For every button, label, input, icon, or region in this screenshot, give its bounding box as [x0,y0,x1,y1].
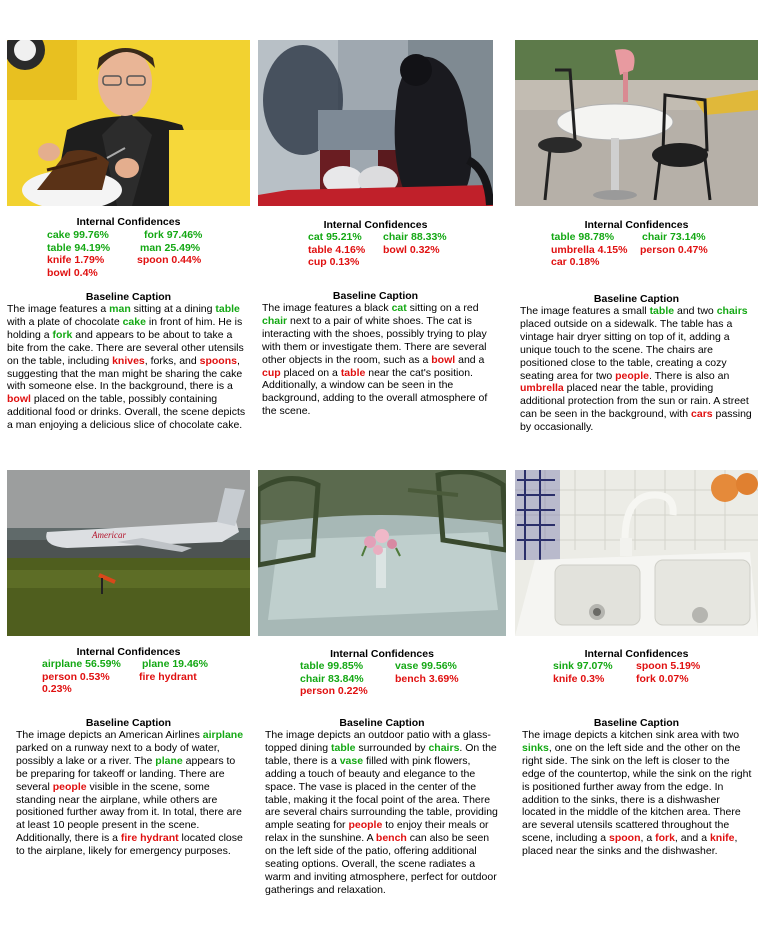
confidence-item: spoon 0.44% [137,254,202,266]
confidence-item: chair 88.33% [383,231,447,243]
caption-title: Baseline Caption [593,293,680,305]
confidence-item: fork 97.46% [144,229,203,241]
detected-object: table [215,303,240,315]
confidence-item: person 0.47% [640,243,708,256]
caption-text: located close to the airplane, likely for emergency purposes. [16,832,243,858]
caption-text: , and a [674,832,710,845]
hallucinated-object: bowl [431,353,456,366]
caption-text: placed on a [280,366,341,379]
hallucinated-object: people [52,780,87,793]
detected-object: cake [122,315,146,328]
caption-text: surrounded by [355,741,429,754]
caption-text: parked on a runway next to a body of water, possibly a lake or a river. The [16,741,220,767]
detected-object: sinks [522,741,549,754]
confidence-item: cat 95.21% [308,231,362,243]
hallucinated-object: people [615,369,649,382]
hallucinated-object: spoon [608,832,641,845]
caption-text: placed on the table, possibly containing additional food or drinks. Overall, the scene depicts a man enjoying a delicious slice of chocolate cake. [7,393,246,432]
confidence-item: table 4.16% [308,243,366,256]
confidence-item: knife 0.3% [553,672,605,685]
detected-object: airplane [202,729,244,741]
caption-text: to enjoy their meals or relax in the sunshine. A [265,819,489,845]
caption-text: . On the table, there is a [265,741,497,767]
detected-object: plane [155,754,183,767]
confidences-grid [47,229,237,281]
caption-title: Baseline Caption [339,717,425,729]
confidence-item: table 99.85% [300,660,364,672]
confidence-item: table 94.19% [47,241,111,254]
hallucinated-object: spoons [199,354,237,367]
caption-text: The image depicts an American Airlines [16,729,203,741]
caption-text: placed near the table, providing additional protection from the sun or rain. A street can be seen in the background, with [520,382,749,421]
photo-airplane [7,470,250,636]
confidences-grid [308,231,498,271]
detected-object: table [649,305,675,317]
caption-text: sitting at a dining [130,303,216,315]
caption-text: and appears to be about to take a bite from the cake. There are several other utensils on the table, including [7,328,244,367]
hallucinated-object: bench [375,832,407,845]
caption-text: , one on the left side and the other on the right side. The sink on the left is closer to the edge of the countertop, while the sink on the right is positioned further away from the edge. In addition to the sinks, there is a dishwasher located in the middle of the kitchen area. There are several utensils scattered throughout the scene, including a [522,741,752,845]
photo-man-cake [7,40,250,206]
confidences-title: Internal Confidences [76,216,181,228]
hallucinated-object: fork [655,832,675,845]
confidences-grid [300,660,500,700]
detected-object: cat [391,302,407,314]
caption-text: with a plate of chocolate [7,315,123,328]
confidence-item: umbrella 4.15% [551,243,628,256]
baseline-caption [265,729,503,897]
confidence-item: cake 99.76% [47,229,109,241]
caption-title: Baseline Caption [593,717,680,729]
detected-object: chairs [716,305,748,317]
hallucinated-object: bowl [7,393,31,406]
caption-title: Baseline Caption [332,290,419,302]
caption-text: in front of him. He is holding a [7,315,243,341]
hallucinated-object: knives [112,354,145,367]
confidence-item: sink 97.07% [553,660,613,672]
confidence-item: table 98.78% [551,231,615,243]
baseline-caption [520,305,756,434]
caption-text: placed outside on a sidewalk. The table has a vintage hair dryer sitting on top of it, adding a unique touch to the scene. The chairs are positioned close to the table, creating a cozy seating area for two [520,317,733,382]
caption-text: . There is also an [648,369,730,382]
confidence-item: plane 19.46% [142,658,208,670]
caption-title: Baseline Caption [85,717,172,729]
caption-title: Baseline Caption [85,291,172,303]
caption-text: , placed near the sinks and the dishwasher. [522,832,738,858]
detected-object: chair [262,314,288,327]
photo-table-chairs [515,40,758,206]
detected-object: chairs [428,741,460,754]
caption-text: The image features a black [262,302,392,314]
caption-text: The image features a small [520,305,650,317]
confidence-item: chair 73.14% [642,231,706,243]
hallucinated-object: fire hydrant [120,832,179,845]
confidence-item: knife 1.79% [47,254,105,266]
caption-text: can also be seen on the left side of the patio, offering additional seating options. Overall, the scene radiates a warm and inviting atmosphere, perfect for outdoor gatherings and relaxation. [265,832,497,896]
confidence-item: chair 83.84% [300,672,364,685]
svg-text:Americar: Americar [92,530,126,540]
baseline-caption [16,729,248,858]
caption-text: next to a pair of white shoes. The cat is interacting with the shoes, possibly trying to play with them or investigate them. There are several other objects in the room, such as a [262,314,487,366]
confidences-grid [553,660,753,688]
caption-text: , suggesting that the man might be sharing the cake with someone else. In the background, there is a [7,354,243,393]
photo-kitchen-sink [515,470,758,636]
confidence-item: cup 0.13% [308,256,360,268]
confidences-title: Internal Confidences [584,219,689,231]
caption-text: The image features a [7,303,110,315]
caption-text: near the cat's position. Additionally, a window can be seen in the background, adding to the overall atmosphere of the scene. [262,366,488,418]
caption-text: visible in the scene, some standing near the airplane, while others are positioned further away from it. In total, there are at least 10 people present in the scene. Additionally, there is a [16,780,242,845]
photo-patio-table [258,470,506,636]
caption-text: The image depicts an outdoor patio with a glass-topped dining [265,729,491,754]
caption-text: and a [455,353,485,366]
hallucinated-object: people [348,819,383,832]
confidence-item: fire hydrant 0.23% [42,670,197,695]
confidences-title: Internal Confidences [76,646,181,658]
confidences-grid [42,658,242,698]
confidence-item: person 0.22% [300,685,368,697]
hallucinated-object: table [340,366,366,379]
confidences-title: Internal Confidences [330,648,434,660]
confidence-item: airplane 56.59% [42,658,121,670]
detected-object: fork [52,328,73,341]
baseline-caption [7,303,250,432]
confidences-title: Internal Confidences [323,219,428,231]
confidences-title: Internal Confidences [584,648,689,660]
hallucinated-object: cars [691,408,713,421]
confidence-item: bowl 0.4% [47,266,98,279]
confidence-item: bowl 0.32% [383,243,440,256]
caption-text: passing by occasionally. [520,408,752,434]
detected-object: vase [339,754,364,767]
detected-object: man [109,303,131,315]
confidence-item: bench 3.69% [395,672,459,685]
confidence-item: vase 99.56% [395,660,457,672]
confidences-grid [551,231,751,271]
caption-text: sitting on a red [406,302,479,314]
confidence-item: car 0.18% [551,256,600,268]
detected-object: table [330,741,356,754]
hallucinated-object: cup [262,366,281,379]
caption-text: The image depicts a kitchen sink area with two [522,729,740,741]
caption-text: , forks, and [144,354,200,367]
hallucinated-object: knife [709,832,735,845]
caption-text: appears to be preparing for takeoff or landing. There are several [16,754,236,793]
caption-text: and two [674,305,717,317]
baseline-caption [522,729,754,858]
hallucinated-object: umbrella [520,382,564,395]
photo-cat-chair [258,40,493,206]
caption-text: , a [640,832,656,845]
confidence-item: fork 0.07% [636,672,689,685]
caption-text: filled with pink flowers, adding a touch of beauty and elegance to the space. The vase is placed in the center of the table, making it the focal point of the area. There are several chairs surrounding the table, providing ample seating for [265,754,498,832]
confidence-item: man 25.49% [140,241,201,254]
baseline-caption [262,302,498,418]
confidence-item: person 0.53% [42,670,110,683]
confidence-item: spoon 5.19% [636,660,701,672]
